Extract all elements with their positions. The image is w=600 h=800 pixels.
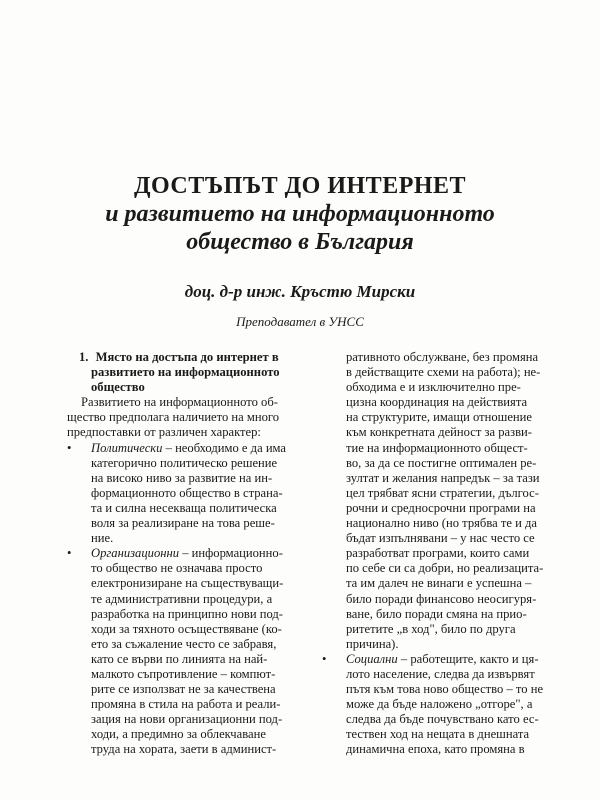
bullet-icon: • (322, 651, 327, 666)
paragraph-line: щество предполага наличието на много (67, 410, 280, 425)
bullet-term: Организационни (91, 546, 180, 561)
bullet-item-social (322, 652, 560, 667)
bullet-line: ване, било поради смяна на прио- (346, 606, 527, 621)
bullet-line: национално ниво (но трябва те и да (346, 516, 537, 531)
paragraph-line: предпоставки от различен характер: (67, 425, 261, 440)
bullet-line: обходима е и изключително пре- (346, 380, 521, 395)
bullet-line: та и силна несекваща политическа (91, 500, 277, 515)
bullet-line: тие на информационното общест- (346, 440, 528, 455)
bullet-text: – информационно- (179, 546, 283, 561)
affiliation: Преподавател в УНСС (236, 314, 364, 329)
bullet-icon: • (67, 546, 72, 561)
bullet-line: като се върви по линията на най- (91, 651, 268, 666)
bullet-line: труда на хората, заети в админист- (91, 742, 277, 757)
bullet-term: Политически (91, 440, 163, 455)
bullet-line: динамична епоха, като промяна в (346, 742, 525, 757)
section-number: 1. (79, 350, 89, 364)
bullet-line: категорично политическо решение (91, 455, 278, 470)
bullet-line: промяна в стила на работа и реали- (91, 697, 281, 712)
bullet-item-political (67, 441, 305, 456)
bullet-line: по себе си са добри, но реализацита- (346, 561, 544, 576)
bullet-line: рите се използват не за качествена (91, 682, 276, 697)
bullet-line: разработват програми, които сами (346, 546, 530, 561)
section-heading-text: Място на достъпа до интернет в (95, 350, 279, 364)
bullet-line: то общество не означава просто (91, 561, 263, 576)
bullet-line: в действащите схеми на работа); не- (346, 365, 541, 380)
bullet-text: – необходимо е да има (162, 440, 287, 455)
bullet-line: малкото съпротивление – компют- (91, 666, 276, 681)
left-column (67, 350, 305, 758)
bullet-line: воля за реализиране на това реше- (91, 516, 275, 531)
bullet-line: следва да бъде почувствано като ес- (346, 712, 539, 727)
bullet-line: към конкретната дейност за разви- (346, 425, 532, 440)
bullet-line: бъдат изпълнявани – у нас често се (346, 531, 535, 546)
bullet-line: електронизиране на съществуващи- (91, 576, 284, 591)
bullet-item-organizational (67, 546, 305, 561)
bullet-line: лото население, следва да извървят (346, 666, 535, 681)
bullet-line: причина). (346, 636, 399, 651)
page-title: ДОСТЪПЪТ ДО ИНТЕРНЕТ (133, 173, 467, 199)
bullet-line: та им далеч не винаги е успешна – (346, 576, 532, 591)
bullet-line: рочни и средносрочни програми на (346, 500, 536, 515)
page-subtitle-line-2: общество в България (186, 229, 414, 255)
bullet-line: ративното обслужване, без промяна (346, 350, 539, 364)
section-heading-line (67, 350, 305, 365)
right-column (322, 350, 560, 758)
bullet-line: ритетите „в ход", било по друга (346, 621, 516, 636)
bullet-line: разработка на принципно нови под- (91, 606, 283, 621)
bullet-line: ние. (91, 531, 114, 546)
section-heading-line: развитието на информационното (91, 365, 280, 380)
bullet-line: ето за съжаление често се забравя, (91, 636, 277, 651)
bullet-line: зация на нови организационни под- (91, 712, 283, 727)
bullet-text: – работещите, както и ця- (397, 651, 539, 666)
title-block (0, 172, 600, 256)
bullet-line: цизна координация на действията (346, 395, 528, 410)
bullet-line: на високо ниво за развитие на ин- (91, 470, 273, 485)
bullet-line: ходи за тяхното осъществяване (ко- (91, 621, 282, 636)
bullet-line: може да бъде наложено „отгоре", а (346, 697, 533, 712)
bullet-line: ходи, а предимно за облекчаване (91, 727, 266, 742)
bullet-icon: • (67, 440, 72, 455)
bullet-line: пътя към това ново общество – то не (346, 682, 544, 697)
bullet-line: те административни процедури, а (91, 591, 273, 606)
bullet-line: било поради финансово неосигуря- (346, 591, 537, 606)
bullet-line: зултат и желания напредък – за тази (346, 470, 540, 485)
bullet-line: во, за да се постигне оптимален ре- (346, 455, 537, 470)
bullet-line: на структурите, имащи отношение (346, 410, 532, 425)
bullet-line: цел трябват ясни стратегии, дългос- (346, 485, 539, 500)
bullet-line: формационното общество в страна- (91, 485, 283, 500)
author: доц. д-р инж. Кръстю Мирски (184, 282, 416, 301)
paragraph-line: Развитието на информационното об- (81, 395, 278, 410)
page-subtitle-line-1: и развитието на информационното (105, 201, 495, 227)
bullet-line: тествен ход на нещата в днешната (346, 727, 530, 742)
section-heading-line: общество (91, 380, 145, 395)
bullet-term: Социални (346, 651, 398, 666)
